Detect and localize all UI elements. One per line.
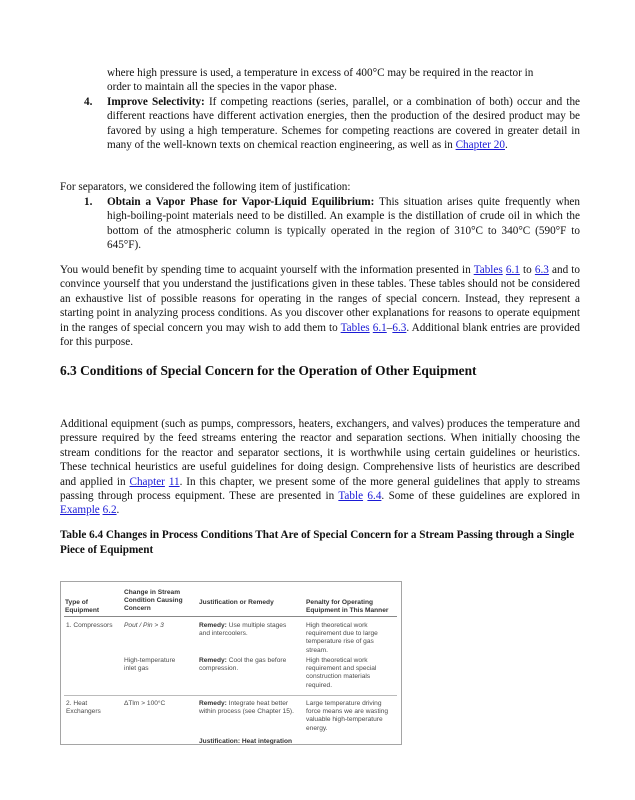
table-link[interactable]: Table (338, 490, 364, 503)
list-item-text: Improve Selectivity: If competing reactions (series, parallel, or a combination of both) occur and the different reactions have different activation energies, then the production of the desired product may be favored by using a high temperature. Schemes for competing reactions are covered in greater detail in many of the well-known texts on chemical reaction engineering, as well as in Chapter 20. (107, 96, 580, 152)
table-caption: Table 6.4 Changes in Process Conditions That Are of Special Concern for a Stream Passing through a Single Piece of Equipment (60, 529, 575, 556)
tables-link[interactable]: Tables (473, 264, 503, 276)
table-6-4-image (60, 581, 402, 745)
list-item-body: If competing reactions (series, parallel, or a combination of both) occur and the different reactions have different activation energies, then the production of the desired product may be favored by using a high temperature. Schemes for competing reactions are covered in greater detail in many of the well-known texts on chemical reaction engineering, as well as in (107, 96, 580, 152)
row-rule (64, 695, 397, 696)
continuation-line: where high pressure is used, a temperature in excess of 400°C may be required in the reactor in (107, 67, 534, 79)
table-6-1-link[interactable]: 6.1 (372, 321, 387, 334)
chapter-link[interactable]: Chapter (129, 475, 165, 488)
table-cell-penalty: High theoretical work requirement due to large temperature rise of gas stream. (306, 622, 378, 654)
additional-equipment-paragraph: Additional equipment (such as pumps, compressors, heaters, exchangers, and valves) produces the temperature and pressure required by the feed streams entering the reactor and separation sections. When initially choosing the stream conditions for the reactor and separator sections, it is worthwhile using certain guidelines or heuristics. These technical heuristics are useful guidelines for doing design. Comprehensive lists of heuristics are described and applied in Chapter 11. In this chapter, we present some of the more general guidelines that apply to streams passing through process equipment. These are presented in Table 6.4. Some of these guidelines are explored in Example 6.2. (60, 418, 580, 517)
table-6-3-link[interactable]: 6.3 (392, 321, 407, 334)
separators-intro: For separators, we considered the following item of justification: (60, 181, 351, 193)
header-justification: Justification or Remedy (199, 599, 274, 606)
list-number: 1. (84, 196, 93, 208)
table-cell-penalty: Large temperature driving force means we are wasting valuable high-temperature energy. (306, 700, 389, 732)
table-cell-remedy: Remedy: Integrate heat better within process (see Chapter 15). (199, 700, 294, 716)
header-change-in-condition: Change in Stream Condition Causing Concern (124, 589, 183, 613)
list-item-improve-selectivity (84, 95, 580, 170)
table-cell-condition: ΔTlm > 100°C (124, 700, 166, 707)
chapter-20-link[interactable]: Chapter 20 (455, 139, 505, 152)
table-cell-remedy: Remedy: Cool the gas before compression. (199, 657, 287, 673)
header-rule (64, 616, 397, 617)
table-cut-off-text: Justification: Heat integration (199, 738, 293, 745)
list-item-title: Improve Selectivity: (107, 96, 205, 108)
section-heading: 6.3 Conditions of Special Concern for the Operation of Other Equipment (60, 363, 477, 378)
example-6-2-link[interactable]: 6.2 (102, 504, 117, 517)
table-6-1-link[interactable]: 6.1 (505, 264, 520, 276)
table-6-3-link[interactable]: 6.3 (534, 264, 549, 276)
header-type-of-equipment: Type of Equipment (65, 599, 100, 615)
table-cell-type: 2. Heat Exchangers (66, 700, 101, 716)
list-item-body: This situation arises quite frequently when high-boiling-point materials need to be distilled. An example is the distillation of crude oil in which the bottom of the atmospheric column is typically operated in the region of 310°C to 340°C (590°F to 645°F). (107, 196, 580, 252)
list-item-vapor-phase (84, 195, 580, 255)
continuation-line: order to maintain all the species in the vapor phase. (107, 81, 337, 93)
tables-link[interactable]: Tables (340, 321, 370, 334)
benefit-paragraph: You would benefit by spending time to acquaint yourself with the information presented in Tables 6.1 to 6.3 and to convince yourself that you understand the justifications given in these tables. These tables should not be considered an exhaustive list of possible reasons for operating in the ranges of special concern. Instead, they represent a starting point in analyzing process conditions. As you discover other explanations for reasons to operate equipment in the ranges of special concern you may wish to add them to Tables 6.1–6.3. Additional blank entries are provided for this purpose. (60, 264, 581, 349)
table-cell-penalty: High theoretical work requirement and special construction materials required. (306, 657, 377, 689)
example-link[interactable]: Example (60, 504, 100, 517)
table-cell-condition: High-temperature inlet gas (124, 657, 176, 673)
table-cell-type: 1. Compressors (66, 622, 113, 629)
list-item-title: Obtain a Vapor Phase for Vapor-Liquid Equilibrium: (107, 196, 375, 208)
list-number: 4. (84, 96, 93, 108)
table-6-4-link[interactable]: 6.4 (367, 490, 382, 503)
table-cell-condition: Pout / Pin > 3 (124, 622, 164, 629)
chapter-11-link[interactable]: 11 (168, 475, 180, 488)
table-cell-remedy: Remedy: Use multiple stages and intercoolers. (199, 622, 287, 638)
list-item-text (107, 195, 580, 253)
header-penalty: Penalty for Operating Equipment in This Manner (306, 599, 389, 615)
